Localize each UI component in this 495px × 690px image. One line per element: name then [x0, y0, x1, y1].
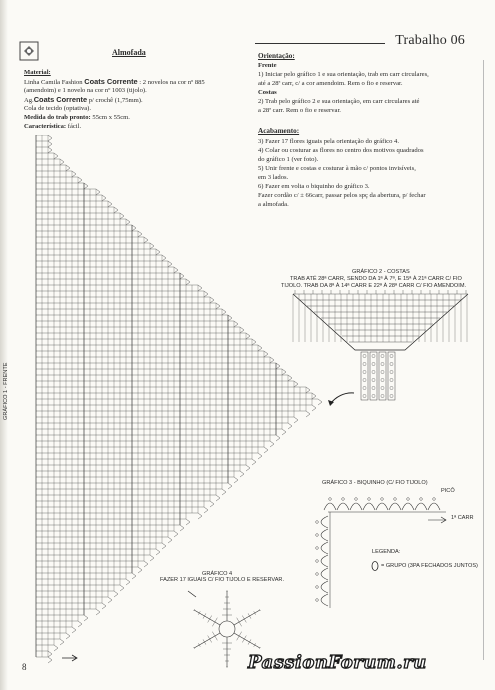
chain-loop [390, 394, 393, 397]
petal-stitch [203, 613, 206, 618]
mesh-edge-step [258, 453, 262, 459]
title-rule [255, 43, 385, 44]
chain-loop [363, 386, 366, 389]
finishing-line-4: 5) Unir frente e costas e costurar à mão c/ pontos invisíveis, [258, 165, 416, 172]
mesh-edge-step [72, 627, 76, 633]
petal-stitch [198, 643, 200, 646]
pico-loop [433, 498, 436, 501]
mesh-edge-step [126, 579, 130, 585]
mesh-edge-step [216, 303, 220, 309]
mesh-edge-step [96, 609, 100, 615]
mesh-edge-step [162, 255, 166, 261]
scallop-top [324, 503, 336, 510]
mesh-edge-step [132, 225, 136, 231]
chain-loop [381, 354, 384, 357]
petal-stitch [248, 639, 251, 644]
pico-loop [316, 573, 319, 576]
mesh-edge-step [168, 537, 172, 543]
petal-stitch [254, 611, 256, 614]
mesh-edge-step [210, 297, 214, 303]
pico-label: PICÔ [441, 488, 455, 494]
mesh-edge-step [204, 291, 208, 297]
mesh-edge-step [48, 651, 52, 657]
pico-loop [368, 498, 371, 501]
mesh-edge-step [48, 657, 52, 663]
mesh-edge-step [126, 219, 130, 225]
first-row-label: 1ª CARR [451, 515, 474, 521]
chain-loop [363, 354, 366, 357]
mesh-edge-step [150, 555, 154, 561]
petal-stitch [248, 613, 251, 618]
curved-arrow-icon [320, 390, 360, 412]
mesh-edge-step [78, 621, 82, 627]
petal-spine [234, 633, 260, 648]
mesh-edge-step [144, 561, 148, 567]
mesh-edge-step [102, 195, 106, 201]
front-line-2: até a 28ª carr, c/ a cor amendoim. Rem o fio e reservar. [258, 80, 403, 87]
hanging-block [388, 352, 395, 400]
mesh-edge-step [168, 261, 172, 267]
mesh-edge-step [174, 531, 178, 537]
petal-stitch [212, 632, 217, 641]
watermark: PassionForum.ru [248, 652, 427, 673]
scallop-top [402, 503, 414, 510]
measure-line: Medida do trab pronto: 55cm x 55cm. [24, 114, 130, 121]
mesh-edge-step [144, 237, 148, 243]
mesh-edge-step [132, 573, 136, 579]
cluster-stitch-icon [370, 561, 380, 571]
petal-stitch [198, 611, 200, 614]
chain-loop [390, 370, 393, 373]
mesh-edge-step [156, 549, 160, 555]
mesh-edge-step [186, 279, 190, 285]
front-heading: Frente [258, 62, 277, 69]
chain-loop [390, 354, 393, 357]
chain-loop [363, 378, 366, 381]
mesh-edge-step [270, 441, 274, 447]
scallop-top [363, 503, 375, 510]
mesh-edge-step [114, 207, 118, 213]
chain-loop [390, 362, 393, 365]
chain-loop [381, 394, 384, 397]
material-line-2: (amendoim) e 1 novelo na cor nº 1003 (tijolo). [24, 87, 147, 94]
pico-loop [407, 498, 410, 501]
mesh-edge-step [156, 249, 160, 255]
mesh-edge-step [78, 177, 82, 183]
mesh-edge-step [246, 465, 250, 471]
scallop-side [321, 542, 328, 554]
scan-shadow [0, 0, 8, 690]
mesh-edge-step [198, 285, 202, 291]
mesh-edge-step [216, 495, 220, 501]
scallop-top [337, 503, 349, 510]
pico-loop [316, 586, 319, 589]
mesh-edge-step [48, 141, 52, 147]
hanging-block [379, 352, 386, 400]
legend-title: LEGENDA: [372, 549, 401, 555]
petal-stitch [208, 616, 212, 623]
mesh-edge-step [54, 645, 58, 651]
mesh-edge-step [276, 435, 280, 441]
material-line-3: Ag.Coats Corrente p/ crochê (1,75mm). [24, 95, 143, 104]
mesh-edge-step [66, 633, 70, 639]
mesh-edge-step [204, 507, 208, 513]
chart-2-note-1: TRAB ATÉ 28ª CARR, SENDO DA 1ª À 7ª, E 15ª À 21ª CARR C/ FIO [290, 276, 462, 282]
pico-loop [394, 498, 397, 501]
mesh-edge-step [288, 423, 292, 429]
page-title: Trabalho 06 [395, 33, 465, 48]
material-line-4: Cola de tecido (optativa). [24, 105, 92, 112]
mesh-edge-step [174, 267, 178, 273]
mesh-edge-step [84, 615, 88, 621]
chart-2-note-2: TIJOLO. TRAB DA 8ª À 14ª CARR E 22ª À 28ª CARR C/ FIO AMENDOIM. [281, 283, 467, 289]
mesh-edge-step [198, 513, 202, 519]
petal-spine [194, 610, 220, 625]
mesh-edge-step [252, 459, 256, 465]
mesh-edge-step [210, 501, 214, 507]
scallop-side [321, 581, 328, 593]
mesh-edge-step [276, 363, 280, 369]
mesh-edge-step [234, 321, 238, 327]
pico-loop [355, 498, 358, 501]
scallop-side [321, 594, 328, 606]
row-arrow-icon [428, 517, 446, 523]
mesh-edge-step [258, 345, 262, 351]
page-number: 8 [22, 662, 27, 672]
pico-loop [316, 547, 319, 550]
chain-loop [363, 370, 366, 373]
mesh-edge-step [120, 213, 124, 219]
mesh-edge-step [84, 183, 88, 189]
back-outline [293, 294, 468, 350]
scallop-top [389, 503, 401, 510]
petal-spine [194, 633, 220, 648]
chain-loop [372, 386, 375, 389]
chain-loop [390, 378, 393, 381]
petal-stitch [208, 636, 212, 643]
brand-logo-icon [18, 40, 40, 62]
start-arrow-icon [62, 655, 77, 661]
mesh-edge-step [180, 525, 184, 531]
finishing-line-5: em 3 lados. [258, 174, 289, 181]
chain-loop [372, 362, 375, 365]
scallop-top [415, 503, 427, 510]
chain-loop [363, 394, 366, 397]
mesh-edge-step [138, 567, 142, 573]
mesh-edge-step [162, 543, 166, 549]
scallop-side [321, 529, 328, 541]
mesh-edge-step [138, 231, 142, 237]
chain-loop [390, 386, 393, 389]
finishing-line-7: Fazer cordão c/ ± 66carr, passar pelos spç da abertura, p/ fechar [258, 192, 426, 199]
scallop-top [350, 503, 362, 510]
scallop-side [321, 555, 328, 567]
back-line-2: a 28ª carr. Rem o fio e reservar. [258, 107, 341, 114]
mesh-edge-step [180, 273, 184, 279]
scallop-top [376, 503, 388, 510]
back-heading: Costas [258, 89, 277, 96]
finishing-line-8: a almofada. [258, 201, 289, 208]
mesh-edge-step [48, 147, 52, 153]
mesh-edge-step [294, 417, 298, 423]
legend-item: = GRUPO (3PA FECHADOS JUNTOS) [381, 563, 478, 569]
scallop-side [321, 516, 328, 528]
mesh-edge-step [264, 351, 268, 357]
mesh-edge-step [246, 333, 250, 339]
chain-loop [381, 386, 384, 389]
chart-4-note: FAZER 17 IGUAIS C/ FIO TIJOLO E RESERVAR. [160, 577, 285, 583]
mesh-edge-step [228, 315, 232, 321]
petal-stitch [242, 616, 246, 623]
flower-center-ring [219, 621, 235, 637]
mesh-edge-step [54, 153, 58, 159]
chart-2-title: GRÁFICO 2 - COSTAS [352, 269, 410, 275]
mesh-edge-step [234, 477, 238, 483]
chain-loop [381, 370, 384, 373]
petal-stitch [254, 643, 256, 646]
mesh-edge-step [282, 429, 286, 435]
scallop-top [428, 503, 440, 510]
mesh-edge-step [72, 171, 76, 177]
chart-1-front-diagram [22, 135, 322, 670]
pico-loop [316, 534, 319, 537]
chart-3-title: GRÁFICO 3 - BIQUINHO (C/ FIO TIJOLO) [322, 480, 428, 486]
petal-stitch [242, 636, 246, 643]
front-line-1: 1) Iniciar pelo gráfico 1 e sua orientação, trab em carr circulares, [258, 71, 429, 78]
pico-loop [329, 498, 332, 501]
mesh-edge-step [150, 243, 154, 249]
material-line-1: Linha Camila Fashion Coats Corrente : 2 novelos na cor nº 885 [24, 77, 205, 86]
flower-arrow-icon [188, 591, 196, 597]
chain-loop [372, 354, 375, 357]
mesh-edge-step [66, 165, 70, 171]
mesh-edge-step [108, 597, 112, 603]
finishing-line-3: do gráfico 1 (ver foto). [258, 156, 319, 163]
mesh-edge-step [120, 585, 124, 591]
finishing-heading: Acabamento: [258, 127, 300, 135]
pico-loop [316, 521, 319, 524]
pico-loop [420, 498, 423, 501]
petal-stitch [237, 632, 242, 641]
chart-2-back-diagram [283, 290, 478, 415]
back-line-1: 2) Trab pelo gráfico 2 e sua orientação, em carr circulares até [258, 98, 420, 105]
petal-stitch [237, 618, 242, 627]
finishing-line-6: 6) Fazer em volta o biquinho do gráfico 3. [258, 183, 370, 190]
petal-stitch [212, 618, 217, 627]
project-subtitle: Almofada [112, 48, 146, 57]
mesh-edge-step [102, 603, 106, 609]
mesh-edge-step [60, 639, 64, 645]
mesh-edge-step [186, 519, 190, 525]
material-heading: Material: [24, 69, 51, 76]
finishing-line-2: 4) Colar ou costurar as flores no centro dos motivos quadrados [258, 147, 424, 154]
mesh-edge-step [264, 447, 268, 453]
scallop-side [321, 568, 328, 580]
mesh-edge-step [270, 357, 274, 363]
mesh-edge-step [48, 135, 52, 141]
chart-4-title: GRÁFICO 4 [202, 571, 233, 577]
mesh-edge-step [60, 159, 64, 165]
mesh-edge-step [240, 327, 244, 333]
chain-loop [372, 370, 375, 373]
chain-loop [372, 378, 375, 381]
orientation-heading: Orientação: [258, 52, 295, 60]
finishing-line-1: 3) Fazer 17 flores iguais pela orientação do gráfico 4. [258, 138, 399, 145]
chain-loop [372, 394, 375, 397]
chain-loop [381, 378, 384, 381]
mesh-edge-step [222, 489, 226, 495]
mesh-edge-step [240, 471, 244, 477]
hanging-block [361, 352, 368, 400]
feature-line: Característica: fácil. [24, 123, 82, 130]
petal-stitch [203, 639, 206, 644]
mesh-edge-step [222, 309, 226, 315]
chain-loop [363, 362, 366, 365]
petal-spine [234, 610, 260, 625]
mesh-edge-step [108, 201, 112, 207]
mesh-edge-step [114, 591, 118, 597]
mesh-edge-step [228, 483, 232, 489]
pico-loop [381, 498, 384, 501]
hanging-block [370, 352, 377, 400]
column-rule [483, 60, 484, 660]
chart-1-label: GRÁFICO 1 - FRENTE [3, 362, 9, 420]
pico-loop [342, 498, 345, 501]
mesh-edge-step [252, 339, 256, 345]
pico-loop [316, 599, 319, 602]
chain-loop [381, 362, 384, 365]
pico-loop [316, 560, 319, 563]
mesh-edge-step [96, 189, 100, 195]
